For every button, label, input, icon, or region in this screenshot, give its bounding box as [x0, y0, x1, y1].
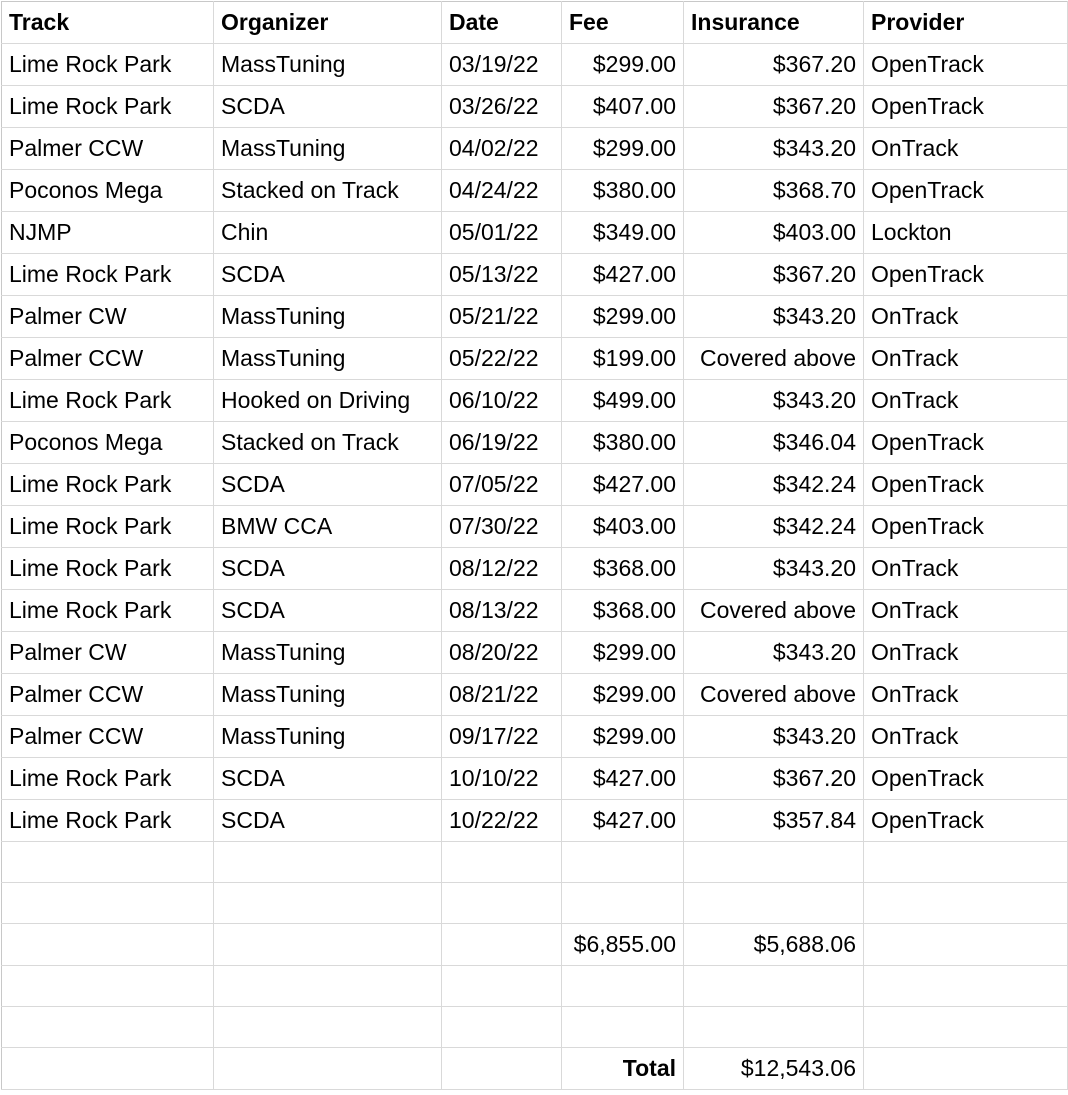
cell-date[interactable]: 08/20/22 — [442, 632, 562, 674]
cell-organizer[interactable]: Hooked on Driving — [214, 380, 442, 422]
cell-empty[interactable] — [214, 883, 442, 924]
cell-date[interactable]: 03/26/22 — [442, 86, 562, 128]
cell-empty[interactable] — [442, 842, 562, 883]
table-row — [2, 632, 1068, 674]
cell-provider[interactable]: OpenTrack — [864, 758, 1068, 800]
cell-empty[interactable] — [864, 924, 1068, 966]
cell-track[interactable]: Palmer CCW — [2, 128, 214, 170]
cell-organizer[interactable]: Stacked on Track — [214, 422, 442, 464]
cell-track[interactable]: Palmer CCW — [2, 338, 214, 380]
cell-track[interactable]: Lime Rock Park — [2, 590, 214, 632]
spreadsheet-table — [1, 1, 1068, 1090]
cell-track[interactable]: NJMP — [2, 212, 214, 254]
cell-empty[interactable] — [214, 1007, 442, 1048]
cell-insurance[interactable]: $357.84 — [684, 800, 864, 842]
cell-track[interactable]: Lime Rock Park — [2, 254, 214, 296]
table-row — [2, 338, 1068, 380]
cell-fee[interactable]: $299.00 — [562, 128, 684, 170]
cell-date[interactable]: 05/22/22 — [442, 338, 562, 380]
cell-provider[interactable]: OnTrack — [864, 296, 1068, 338]
cell-insurance[interactable]: Covered above — [684, 338, 864, 380]
cell-insurance[interactable]: $342.24 — [684, 506, 864, 548]
cell-empty[interactable] — [2, 842, 214, 883]
table-row — [2, 800, 1068, 842]
cell-fee[interactable]: $407.00 — [562, 86, 684, 128]
cell-track[interactable]: Lime Rock Park — [2, 800, 214, 842]
cell-empty[interactable] — [214, 966, 442, 1007]
cell-track[interactable]: Lime Rock Park — [2, 548, 214, 590]
cell-provider[interactable]: OpenTrack — [864, 86, 1068, 128]
cell-organizer[interactable]: SCDA — [214, 548, 442, 590]
table-row — [2, 674, 1068, 716]
cell-organizer[interactable]: MassTuning — [214, 716, 442, 758]
header-row — [2, 2, 1068, 44]
cell-empty[interactable] — [864, 966, 1068, 1007]
cell-empty[interactable] — [2, 1048, 214, 1090]
cell-provider[interactable]: OpenTrack — [864, 464, 1068, 506]
cell-fee[interactable]: $427.00 — [562, 758, 684, 800]
header-cell-organizer[interactable]: Organizer — [214, 2, 442, 44]
cell-date[interactable]: 05/13/22 — [442, 254, 562, 296]
cell-date[interactable]: 05/21/22 — [442, 296, 562, 338]
cell-track[interactable]: Palmer CCW — [2, 716, 214, 758]
cell-insurance[interactable]: Covered above — [684, 590, 864, 632]
cell-organizer[interactable]: SCDA — [214, 464, 442, 506]
cell-date[interactable]: 08/21/22 — [442, 674, 562, 716]
cell-empty[interactable] — [442, 883, 562, 924]
table-row — [2, 128, 1068, 170]
cell-provider[interactable]: OnTrack — [864, 548, 1068, 590]
cell-provider[interactable]: OnTrack — [864, 380, 1068, 422]
cell-track[interactable]: Poconos Mega — [2, 422, 214, 464]
table-row — [2, 422, 1068, 464]
cell-date[interactable]: 04/02/22 — [442, 128, 562, 170]
table-row — [2, 296, 1068, 338]
cell-organizer[interactable]: MassTuning — [214, 128, 442, 170]
cell-empty[interactable] — [684, 842, 864, 883]
cell-insurance[interactable]: $367.20 — [684, 758, 864, 800]
cell-track[interactable]: Lime Rock Park — [2, 464, 214, 506]
cell-provider[interactable]: OpenTrack — [864, 44, 1068, 86]
total-label-cell[interactable]: Total — [562, 1048, 684, 1090]
cell-provider[interactable]: OnTrack — [864, 632, 1068, 674]
cell-empty[interactable] — [864, 1048, 1068, 1090]
cell-provider[interactable]: OnTrack — [864, 716, 1068, 758]
cell-empty[interactable] — [2, 883, 214, 924]
cell-empty[interactable] — [2, 924, 214, 966]
cell-empty[interactable] — [864, 1007, 1068, 1048]
cell-empty[interactable] — [562, 966, 684, 1007]
insurance-subtotal-cell[interactable]: $5,688.06 — [684, 924, 864, 966]
cell-provider[interactable]: OnTrack — [864, 590, 1068, 632]
cell-insurance[interactable]: $343.20 — [684, 296, 864, 338]
cell-provider[interactable]: OpenTrack — [864, 422, 1068, 464]
cell-organizer[interactable]: MassTuning — [214, 296, 442, 338]
table-row — [2, 758, 1068, 800]
cell-track[interactable]: Lime Rock Park — [2, 506, 214, 548]
cell-track[interactable]: Palmer CW — [2, 296, 214, 338]
cell-track[interactable]: Lime Rock Park — [2, 86, 214, 128]
spreadsheet-body — [2, 2, 1068, 1090]
total-value-cell[interactable]: $12,543.06 — [684, 1048, 864, 1090]
cell-insurance[interactable]: $343.20 — [684, 548, 864, 590]
cell-empty[interactable] — [2, 1007, 214, 1048]
header-cell-fee[interactable]: Fee — [562, 2, 684, 44]
cell-fee[interactable]: $427.00 — [562, 464, 684, 506]
table-row — [2, 254, 1068, 296]
cell-insurance[interactable]: $343.20 — [684, 128, 864, 170]
cell-fee[interactable]: $299.00 — [562, 632, 684, 674]
cell-date[interactable]: 10/22/22 — [442, 800, 562, 842]
header-cell-insurance[interactable]: Insurance — [684, 2, 864, 44]
cell-track[interactable]: Palmer CCW — [2, 674, 214, 716]
cell-empty[interactable] — [214, 1048, 442, 1090]
cell-fee[interactable]: $368.00 — [562, 590, 684, 632]
cell-organizer[interactable]: MassTuning — [214, 338, 442, 380]
cell-fee[interactable]: $368.00 — [562, 548, 684, 590]
cell-organizer[interactable]: SCDA — [214, 800, 442, 842]
cell-provider[interactable]: OpenTrack — [864, 506, 1068, 548]
cell-fee[interactable]: $199.00 — [562, 338, 684, 380]
table-row — [2, 44, 1068, 86]
cell-empty[interactable] — [684, 966, 864, 1007]
cell-organizer[interactable]: MassTuning — [214, 632, 442, 674]
empty-row — [2, 1007, 1068, 1048]
table-row — [2, 716, 1068, 758]
cell-empty[interactable] — [864, 842, 1068, 883]
cell-track[interactable]: Lime Rock Park — [2, 758, 214, 800]
empty-row — [2, 883, 1068, 924]
cell-date[interactable]: 08/12/22 — [442, 548, 562, 590]
table-row — [2, 86, 1068, 128]
cell-fee[interactable]: $299.00 — [562, 44, 684, 86]
cell-provider[interactable]: OpenTrack — [864, 254, 1068, 296]
cell-fee[interactable]: $380.00 — [562, 170, 684, 212]
cell-empty[interactable] — [562, 883, 684, 924]
cell-date[interactable]: 09/17/22 — [442, 716, 562, 758]
cell-organizer[interactable]: SCDA — [214, 590, 442, 632]
cell-fee[interactable]: $299.00 — [562, 296, 684, 338]
table-row — [2, 212, 1068, 254]
cell-organizer[interactable]: Chin — [214, 212, 442, 254]
cell-empty[interactable] — [442, 924, 562, 966]
cell-organizer[interactable]: SCDA — [214, 758, 442, 800]
cell-empty[interactable] — [214, 924, 442, 966]
table-row — [2, 506, 1068, 548]
cell-empty[interactable] — [684, 883, 864, 924]
cell-date[interactable]: 06/10/22 — [442, 380, 562, 422]
cell-insurance[interactable]: $343.20 — [684, 632, 864, 674]
cell-fee[interactable]: $299.00 — [562, 674, 684, 716]
cell-provider[interactable]: OnTrack — [864, 674, 1068, 716]
cell-fee[interactable]: $499.00 — [562, 380, 684, 422]
table-row — [2, 380, 1068, 422]
cell-organizer[interactable]: MassTuning — [214, 674, 442, 716]
cell-provider[interactable]: OnTrack — [864, 128, 1068, 170]
fee-subtotal-cell[interactable]: $6,855.00 — [562, 924, 684, 966]
grand-total-row — [2, 1048, 1068, 1090]
cell-provider[interactable]: OpenTrack — [864, 170, 1068, 212]
cell-fee[interactable]: $380.00 — [562, 422, 684, 464]
cell-date[interactable]: 08/13/22 — [442, 590, 562, 632]
cell-insurance[interactable]: $367.20 — [684, 254, 864, 296]
cell-organizer[interactable]: MassTuning — [214, 44, 442, 86]
cell-empty[interactable] — [562, 842, 684, 883]
cell-track[interactable]: Lime Rock Park — [2, 44, 214, 86]
cell-date[interactable]: 06/19/22 — [442, 422, 562, 464]
cell-insurance[interactable]: Covered above — [684, 674, 864, 716]
cell-insurance[interactable]: $368.70 — [684, 170, 864, 212]
cell-fee[interactable]: $403.00 — [562, 506, 684, 548]
cell-fee[interactable]: $299.00 — [562, 716, 684, 758]
table-row — [2, 590, 1068, 632]
cell-insurance[interactable]: $343.20 — [684, 716, 864, 758]
cell-insurance[interactable]: $367.20 — [684, 44, 864, 86]
cell-insurance[interactable]: $342.24 — [684, 464, 864, 506]
table-row — [2, 464, 1068, 506]
cell-empty[interactable] — [864, 883, 1068, 924]
cell-insurance[interactable]: $367.20 — [684, 86, 864, 128]
header-cell-track[interactable]: Track — [2, 2, 214, 44]
cell-track[interactable]: Poconos Mega — [2, 170, 214, 212]
table-row — [2, 548, 1068, 590]
cell-organizer[interactable]: Stacked on Track — [214, 170, 442, 212]
cell-empty[interactable] — [562, 1007, 684, 1048]
cell-track[interactable]: Lime Rock Park — [2, 380, 214, 422]
cell-date[interactable]: 07/30/22 — [442, 506, 562, 548]
empty-row — [2, 842, 1068, 883]
table-row — [2, 170, 1068, 212]
cell-empty[interactable] — [214, 842, 442, 883]
subtotal-row — [2, 924, 1068, 966]
cell-organizer[interactable]: SCDA — [214, 254, 442, 296]
cell-provider[interactable]: OnTrack — [864, 338, 1068, 380]
cell-date[interactable]: 03/19/22 — [442, 44, 562, 86]
cell-provider[interactable]: Lockton — [864, 212, 1068, 254]
cell-fee[interactable]: $349.00 — [562, 212, 684, 254]
cell-insurance[interactable]: $346.04 — [684, 422, 864, 464]
cell-date[interactable]: 05/01/22 — [442, 212, 562, 254]
cell-organizer[interactable]: BMW CCA — [214, 506, 442, 548]
header-cell-date[interactable]: Date — [442, 2, 562, 44]
cell-fee[interactable]: $427.00 — [562, 800, 684, 842]
cell-insurance[interactable]: $403.00 — [684, 212, 864, 254]
cell-organizer[interactable]: SCDA — [214, 86, 442, 128]
cell-date[interactable]: 04/24/22 — [442, 170, 562, 212]
cell-provider[interactable]: OpenTrack — [864, 800, 1068, 842]
cell-fee[interactable]: $427.00 — [562, 254, 684, 296]
empty-row — [2, 966, 1068, 1007]
header-cell-provider[interactable]: Provider — [864, 2, 1068, 44]
cell-track[interactable]: Palmer CW — [2, 632, 214, 674]
cell-empty[interactable] — [684, 1007, 864, 1048]
cell-date[interactable]: 10/10/22 — [442, 758, 562, 800]
cell-empty[interactable] — [442, 966, 562, 1007]
cell-empty[interactable] — [442, 1007, 562, 1048]
cell-insurance[interactable]: $343.20 — [684, 380, 864, 422]
cell-empty[interactable] — [2, 966, 214, 1007]
cell-date[interactable]: 07/05/22 — [442, 464, 562, 506]
cell-empty[interactable] — [442, 1048, 562, 1090]
